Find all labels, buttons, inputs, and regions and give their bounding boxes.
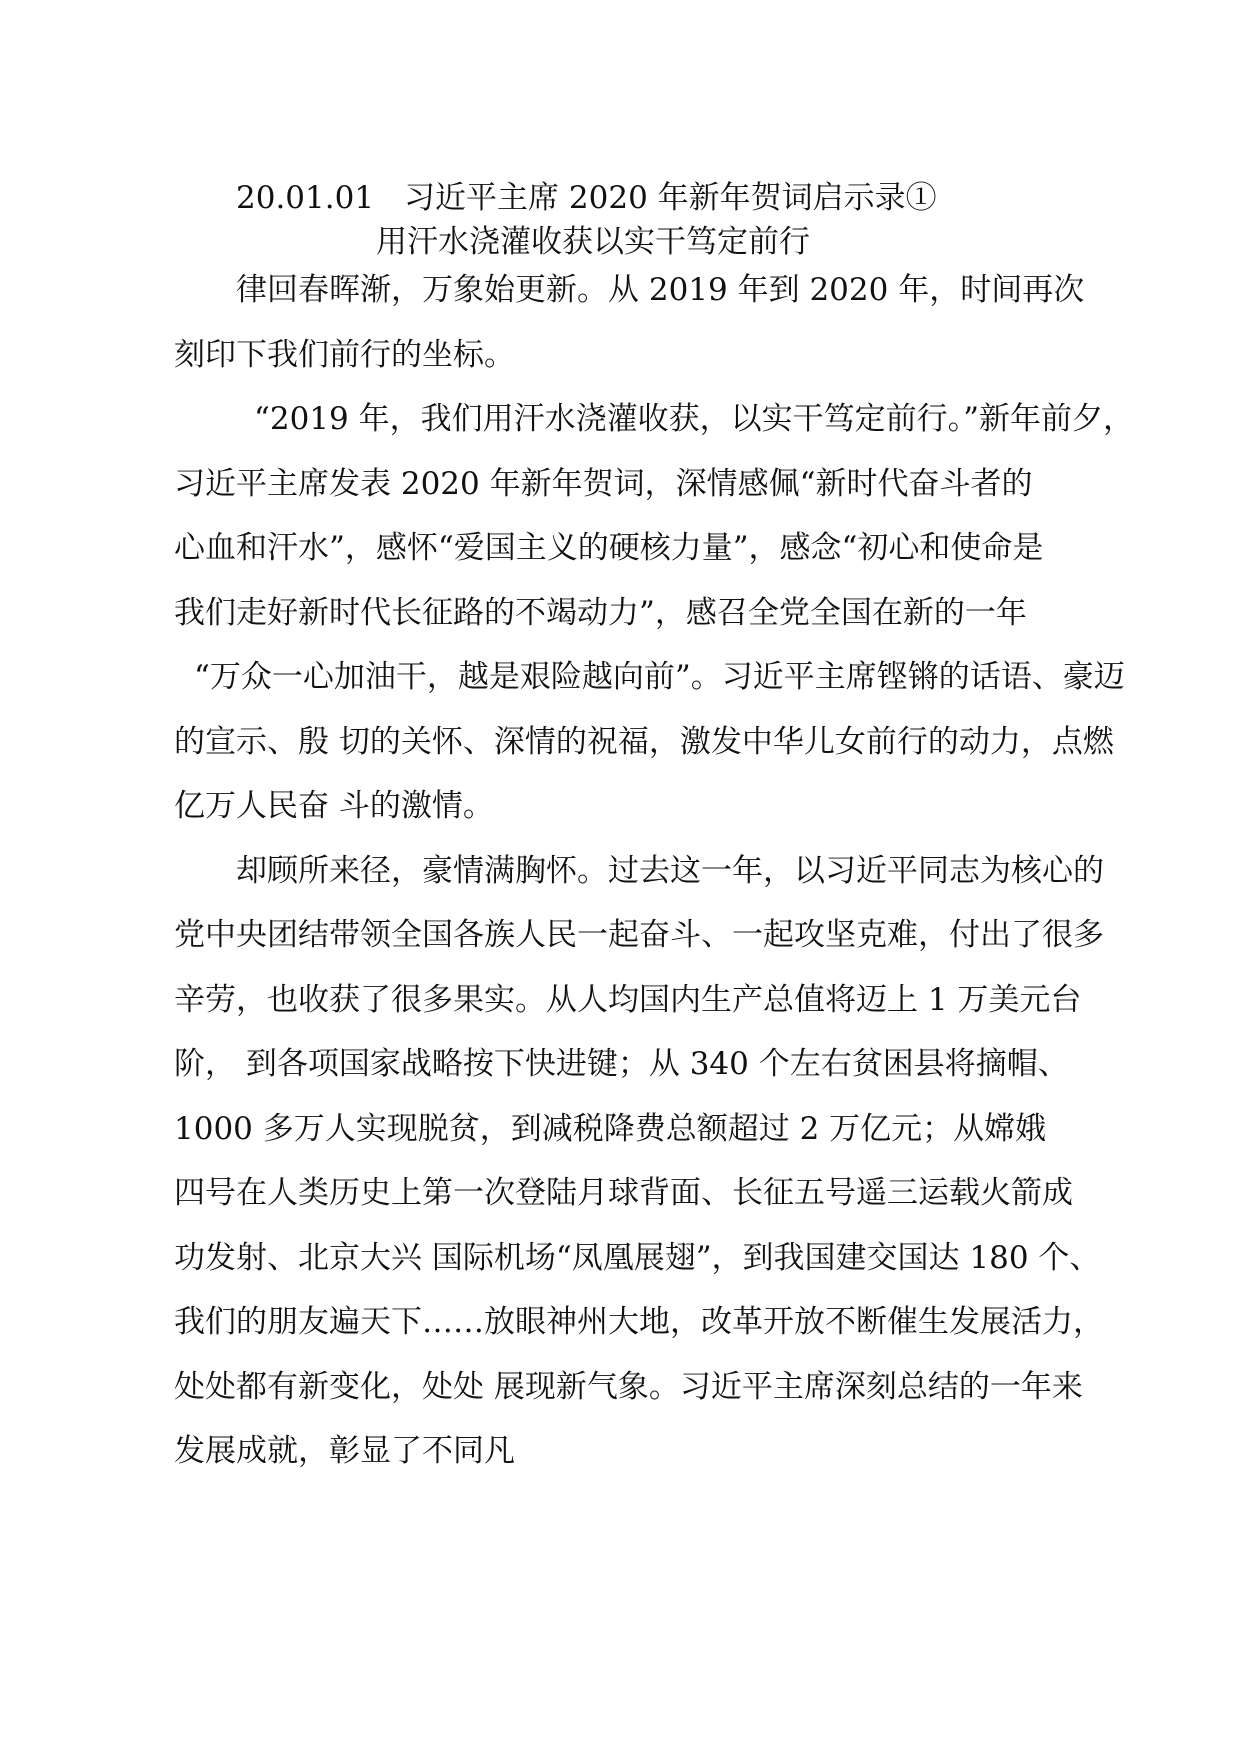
title-main: 习近平主席 2020 年新年贺词启示录①: [404, 180, 937, 216]
body-line: “万众一心加油干，越是艰险越向前”。习近平主席铿锵的话语、豪迈: [194, 659, 1125, 695]
body-line: 功发射、北京大兴 国际机场“凤凰展翅”，到我国建交国达 180 个、: [174, 1239, 1101, 1276]
body-line: 的宣示、殷 切的关怀、深情的祝福，激发中华儿女前行的动力，点燃: [174, 723, 1114, 760]
body-line: 刻印下我们前行的坐标。: [174, 336, 515, 373]
body-line: 处处都有新变化，处处 展现新气象。习近平主席深刻总结的一年来: [174, 1368, 1083, 1405]
body-line: 四号在人类历史上第一次登陆月球背面、长征五号遥三运载火箭成: [174, 1175, 1073, 1211]
document-title: [236, 178, 937, 218]
body-line: 我们走好新时代长征路的不竭动力”，感召全党全国在新的一年: [174, 594, 1027, 631]
document-subtitle: 用汗水浇灌收获以实干笃定前行: [376, 224, 810, 260]
body-line: 却顾所来径，豪情满胸怀。过去这一年，以习近平同志为核心的: [236, 852, 1104, 889]
body-line: 律回春晖渐，万象始更新。从 2019 年到 2020 年，时间再次: [236, 272, 1085, 308]
title-date: 20.01.01: [236, 180, 375, 216]
document-body: [174, 258, 1134, 1484]
body-line: 1000 多万人实现脱贫，到减税降费总额超过 2 万亿元；从嫦娥: [174, 1110, 1047, 1147]
body-line: 发展成就，彰显了不同凡: [174, 1433, 515, 1469]
body-line: 阶， 到各项国家战略按下快进键；从 340 个左右贫困县将摘帽、: [174, 1046, 1069, 1082]
body-line: 党中央团结带领全国各族人民一起奋斗、一起攻坚克难，付出了很多: [174, 917, 1104, 953]
body-line: 辛劳，也收获了很多果实。从人均国内生产总值将迈上 1 万美元台: [174, 981, 1082, 1018]
body-line: 我们的朋友遍天下……放眼神州大地，改革开放不断催生发展活力，: [174, 1304, 1104, 1340]
body-line: 心血和汗水”，感怀“爱国主义的硬核力量”，感念“初心和使命是: [174, 530, 1044, 566]
body-line: 亿万人民奋 斗的激情。: [174, 788, 494, 824]
body-line: 习近平主席发表 2020 年新年贺词，深情感佩“新时代奋斗者的: [174, 465, 1033, 502]
body-line: “2019 年，我们用汗水浇灌收获，以实干笃定前行。”新年前夕，: [254, 401, 1134, 437]
